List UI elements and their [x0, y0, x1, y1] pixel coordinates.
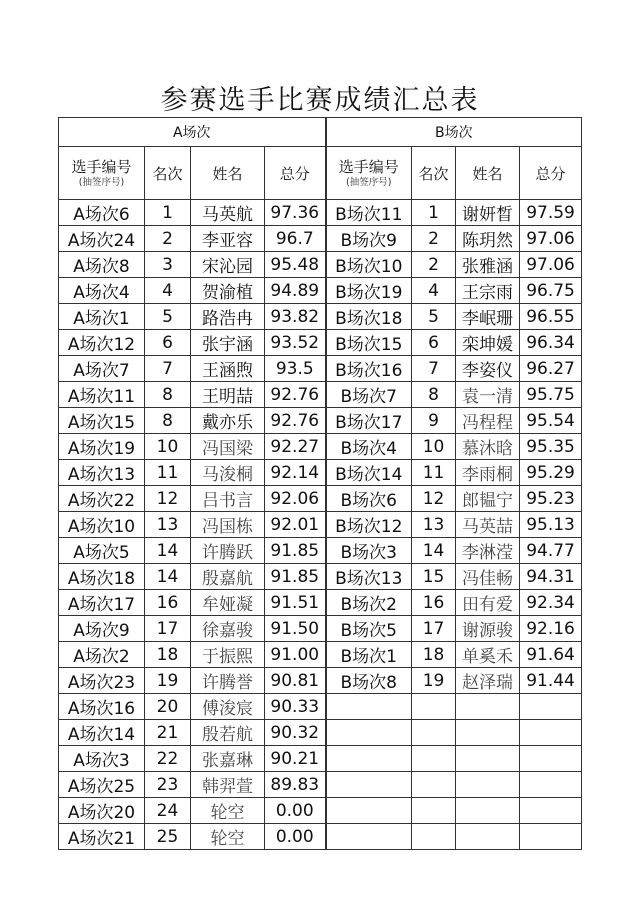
- player-no-cell: A场次17: [59, 590, 145, 616]
- section-b-header: B场次: [326, 118, 582, 147]
- score-cell: 95.23: [520, 486, 582, 512]
- player-no-cell: A场次14: [59, 720, 145, 746]
- score-cell: 92.27: [265, 434, 326, 460]
- player-no-cell: [326, 798, 412, 824]
- name-cell: 冯佳畅: [456, 564, 520, 590]
- score-cell: [520, 694, 582, 720]
- score-cell: 91.85: [265, 538, 326, 564]
- name-cell: 于振熙: [191, 642, 265, 668]
- table-row: [59, 382, 582, 408]
- player-no-cell: A场次4: [59, 278, 145, 304]
- rank-cell: 15: [412, 564, 456, 590]
- score-cell: 0.00: [265, 798, 326, 824]
- player-no-cell: B场次15: [326, 330, 412, 356]
- name-cell: [456, 720, 520, 746]
- player-no-cell: A场次21: [59, 824, 145, 850]
- name-cell: 袁一清: [456, 382, 520, 408]
- rank-cell: 22: [145, 746, 191, 772]
- score-cell: 90.81: [265, 668, 326, 694]
- rank-cell: 24: [145, 798, 191, 824]
- player-no-cell: A场次23: [59, 668, 145, 694]
- player-no-cell: B场次12: [326, 512, 412, 538]
- player-no-cell: B场次8: [326, 668, 412, 694]
- rank-cell: 6: [145, 330, 191, 356]
- rank-cell: [412, 824, 456, 850]
- rank-cell: 12: [145, 486, 191, 512]
- name-cell: 冯国梁: [191, 434, 265, 460]
- player-no-cell: B场次17: [326, 408, 412, 434]
- score-cell: [520, 772, 582, 798]
- rank-cell: 16: [412, 590, 456, 616]
- name-cell: 殷若航: [191, 720, 265, 746]
- rank-cell: 14: [145, 564, 191, 590]
- score-cell: 97.36: [265, 200, 326, 226]
- name-cell: [456, 694, 520, 720]
- name-cell: 谢妍晳: [456, 200, 520, 226]
- rank-cell: 21: [145, 720, 191, 746]
- score-cell: 93.52: [265, 330, 326, 356]
- table-row: [59, 642, 582, 668]
- score-cell: 91.00: [265, 642, 326, 668]
- score-cell: [520, 798, 582, 824]
- score-cell: 90.32: [265, 720, 326, 746]
- rank-cell: 11: [145, 460, 191, 486]
- player-no-cell: A场次1: [59, 304, 145, 330]
- rank-cell: 11: [412, 460, 456, 486]
- player-no-cell: A场次19: [59, 434, 145, 460]
- player-no-label: 选手编号: [338, 157, 399, 176]
- page-title: 参赛选手比赛成绩汇总表: [160, 85, 480, 116]
- name-cell: 王涵煦: [191, 356, 265, 382]
- table-row: [59, 252, 582, 278]
- player-no-cell: A场次11: [59, 382, 145, 408]
- player-no-cell: B场次5: [326, 616, 412, 642]
- score-cell: 92.14: [265, 460, 326, 486]
- score-cell: [520, 720, 582, 746]
- table-row: [59, 746, 582, 772]
- rank-cell: 13: [145, 512, 191, 538]
- name-cell: [456, 746, 520, 772]
- player-no-cell: A场次20: [59, 798, 145, 824]
- score-cell: 94.31: [520, 564, 582, 590]
- score-cell: 0.00: [265, 824, 326, 850]
- score-cell: 91.51: [265, 590, 326, 616]
- name-cell: 许腾跃: [191, 538, 265, 564]
- name-cell: 许腾誉: [191, 668, 265, 694]
- score-cell: 91.64: [520, 642, 582, 668]
- player-no-sublabel: (抽签序号): [78, 176, 125, 188]
- name-cell: 郎韫宁: [456, 486, 520, 512]
- name-cell: 路浩冉: [191, 304, 265, 330]
- name-cell: 吕书言: [191, 486, 265, 512]
- rank-cell: [412, 746, 456, 772]
- name-cell: 王明喆: [191, 382, 265, 408]
- rank-cell: 20: [145, 694, 191, 720]
- rank-cell: 4: [145, 278, 191, 304]
- player-no-cell: B场次11: [326, 200, 412, 226]
- score-cell: 97.06: [520, 252, 582, 278]
- player-no-cell: B场次14: [326, 460, 412, 486]
- score-cell: 93.82: [265, 304, 326, 330]
- col-header-player-no-b: [326, 147, 412, 200]
- player-no-cell: [326, 720, 412, 746]
- score-cell: 97.06: [520, 226, 582, 252]
- rank-cell: 5: [412, 304, 456, 330]
- player-no-cell: B场次9: [326, 226, 412, 252]
- score-cell: 92.01: [265, 512, 326, 538]
- section-a-header: A场次: [59, 118, 326, 147]
- score-cell: 90.33: [265, 694, 326, 720]
- rank-cell: 7: [145, 356, 191, 382]
- name-cell: 李雨桐: [456, 460, 520, 486]
- player-no-cell: A场次5: [59, 538, 145, 564]
- player-no-cell: A场次25: [59, 772, 145, 798]
- score-cell: 92.16: [520, 616, 582, 642]
- col-header-score-a: 总分: [265, 147, 326, 200]
- score-cell: 91.44: [520, 668, 582, 694]
- player-no-cell: [326, 824, 412, 850]
- name-cell: 单奚禾: [456, 642, 520, 668]
- score-cell: 92.34: [520, 590, 582, 616]
- player-no-cell: A场次18: [59, 564, 145, 590]
- table-row: [59, 460, 582, 486]
- name-cell: 冯程程: [456, 408, 520, 434]
- table-row: [59, 486, 582, 512]
- rank-cell: 1: [412, 200, 456, 226]
- rank-cell: 10: [145, 434, 191, 460]
- name-cell: 栾坤媛: [456, 330, 520, 356]
- table-row: [59, 200, 582, 226]
- player-no-cell: B场次6: [326, 486, 412, 512]
- table-row: [59, 434, 582, 460]
- score-cell: 95.48: [265, 252, 326, 278]
- rank-cell: 4: [412, 278, 456, 304]
- score-cell: 96.55: [520, 304, 582, 330]
- rank-cell: 18: [412, 642, 456, 668]
- rank-cell: 17: [412, 616, 456, 642]
- rank-cell: 8: [412, 382, 456, 408]
- name-cell: [456, 824, 520, 850]
- player-no-cell: A场次9: [59, 616, 145, 642]
- rank-cell: 10: [412, 434, 456, 460]
- player-no-cell: A场次6: [59, 200, 145, 226]
- col-header-name-a: 姓名: [191, 147, 265, 200]
- rank-cell: [412, 772, 456, 798]
- rank-cell: 7: [412, 356, 456, 382]
- score-cell: 94.89: [265, 278, 326, 304]
- name-cell: [456, 798, 520, 824]
- col-header-rank-b: 名次: [412, 147, 456, 200]
- table-row: [59, 304, 582, 330]
- rank-cell: 8: [145, 382, 191, 408]
- table-row: [59, 538, 582, 564]
- player-no-cell: B场次4: [326, 434, 412, 460]
- player-no-cell: B场次7: [326, 382, 412, 408]
- name-cell: 张宇涵: [191, 330, 265, 356]
- player-no-cell: B场次19: [326, 278, 412, 304]
- name-cell: 轮空: [191, 798, 265, 824]
- rank-cell: 6: [412, 330, 456, 356]
- player-no-cell: B场次18: [326, 304, 412, 330]
- player-no-cell: B场次16: [326, 356, 412, 382]
- score-cell: 95.75: [520, 382, 582, 408]
- player-no-cell: A场次13: [59, 460, 145, 486]
- name-cell: 宋沁园: [191, 252, 265, 278]
- player-no-cell: A场次3: [59, 746, 145, 772]
- score-cell: 95.29: [520, 460, 582, 486]
- table-row: [59, 694, 582, 720]
- score-cell: 95.35: [520, 434, 582, 460]
- rank-cell: 2: [145, 226, 191, 252]
- player-no-cell: A场次16: [59, 694, 145, 720]
- table-row: [59, 226, 582, 252]
- name-cell: 殷嘉航: [191, 564, 265, 590]
- rank-cell: 16: [145, 590, 191, 616]
- score-cell: 96.34: [520, 330, 582, 356]
- score-cell: 94.77: [520, 538, 582, 564]
- player-no-cell: A场次12: [59, 330, 145, 356]
- rank-cell: 1: [145, 200, 191, 226]
- score-cell: 95.13: [520, 512, 582, 538]
- name-cell: 李姿仪: [456, 356, 520, 382]
- section-header-row: [59, 118, 582, 147]
- rank-cell: 3: [145, 252, 191, 278]
- rank-cell: 8: [145, 408, 191, 434]
- score-cell: 92.76: [265, 382, 326, 408]
- name-cell: 谢源骏: [456, 616, 520, 642]
- name-cell: 冯国栋: [191, 512, 265, 538]
- player-no-label: 选手编号: [71, 157, 132, 176]
- rank-cell: 2: [412, 226, 456, 252]
- col-header-rank-a: 名次: [145, 147, 191, 200]
- player-no-cell: A场次24: [59, 226, 145, 252]
- rank-cell: [412, 798, 456, 824]
- name-cell: 陈玥然: [456, 226, 520, 252]
- name-cell: 傅浚宸: [191, 694, 265, 720]
- name-cell: 张嘉琳: [191, 746, 265, 772]
- rank-cell: 18: [145, 642, 191, 668]
- name-cell: 贺渝植: [191, 278, 265, 304]
- player-no-cell: A场次8: [59, 252, 145, 278]
- name-cell: 牟娅凝: [191, 590, 265, 616]
- results-table: [58, 117, 582, 850]
- table-row: [59, 798, 582, 824]
- score-cell: 96.27: [520, 356, 582, 382]
- name-cell: 马英航: [191, 200, 265, 226]
- player-no-cell: B场次13: [326, 564, 412, 590]
- rank-cell: 14: [145, 538, 191, 564]
- table-row: [59, 590, 582, 616]
- player-no-cell: B场次10: [326, 252, 412, 278]
- name-cell: 李亚容: [191, 226, 265, 252]
- player-no-cell: A场次15: [59, 408, 145, 434]
- table-row: [59, 720, 582, 746]
- player-no-cell: A场次22: [59, 486, 145, 512]
- rank-cell: 17: [145, 616, 191, 642]
- table-row: [59, 512, 582, 538]
- name-cell: 张雅涵: [456, 252, 520, 278]
- score-cell: 89.83: [265, 772, 326, 798]
- table-row: [59, 616, 582, 642]
- name-cell: 李淋滢: [456, 538, 520, 564]
- rank-cell: [412, 720, 456, 746]
- player-no-cell: A场次2: [59, 642, 145, 668]
- player-no-cell: [326, 694, 412, 720]
- player-no-cell: A场次10: [59, 512, 145, 538]
- name-cell: 赵泽瑞: [456, 668, 520, 694]
- name-cell: 轮空: [191, 824, 265, 850]
- name-cell: 马英喆: [456, 512, 520, 538]
- score-cell: 91.85: [265, 564, 326, 590]
- player-no-cell: [326, 746, 412, 772]
- name-cell: 马浚桐: [191, 460, 265, 486]
- score-cell: 97.59: [520, 200, 582, 226]
- score-cell: 91.50: [265, 616, 326, 642]
- score-cell: [520, 824, 582, 850]
- player-no-cell: A场次7: [59, 356, 145, 382]
- col-header-score-b: 总分: [520, 147, 582, 200]
- name-cell: 徐嘉骏: [191, 616, 265, 642]
- rank-cell: [412, 694, 456, 720]
- player-no-sublabel: (抽签序号): [346, 176, 392, 188]
- rank-cell: 14: [412, 538, 456, 564]
- col-header-name-b: 姓名: [456, 147, 520, 200]
- rank-cell: 5: [145, 304, 191, 330]
- rank-cell: 12: [412, 486, 456, 512]
- name-cell: 田有爱: [456, 590, 520, 616]
- column-header-row: [59, 147, 582, 200]
- name-cell: 韩羿萱: [191, 772, 265, 798]
- name-cell: 李岷珊: [456, 304, 520, 330]
- name-cell: [456, 772, 520, 798]
- score-cell: [520, 746, 582, 772]
- table-row: [59, 330, 582, 356]
- rank-cell: 19: [412, 668, 456, 694]
- table-row: [59, 356, 582, 382]
- score-cell: 96.7: [265, 226, 326, 252]
- player-no-cell: B场次2: [326, 590, 412, 616]
- rank-cell: 13: [412, 512, 456, 538]
- player-no-cell: B场次3: [326, 538, 412, 564]
- col-header-player-no-a: [59, 147, 145, 200]
- table-row: [59, 564, 582, 590]
- table-row: [59, 668, 582, 694]
- table-row: [59, 278, 582, 304]
- score-cell: 95.54: [520, 408, 582, 434]
- score-cell: 92.76: [265, 408, 326, 434]
- name-cell: 王宗雨: [456, 278, 520, 304]
- player-no-cell: B场次1: [326, 642, 412, 668]
- rank-cell: 19: [145, 668, 191, 694]
- name-cell: 戴亦乐: [191, 408, 265, 434]
- table-row: [59, 408, 582, 434]
- rank-cell: 23: [145, 772, 191, 798]
- rank-cell: 9: [412, 408, 456, 434]
- rank-cell: 2: [412, 252, 456, 278]
- score-cell: 93.5: [265, 356, 326, 382]
- rank-cell: 25: [145, 824, 191, 850]
- name-cell: 慕沐晗: [456, 434, 520, 460]
- table-row: [59, 772, 582, 798]
- score-cell: 90.21: [265, 746, 326, 772]
- table-row: [59, 824, 582, 850]
- player-no-cell: [326, 772, 412, 798]
- score-cell: 96.75: [520, 278, 582, 304]
- score-cell: 92.06: [265, 486, 326, 512]
